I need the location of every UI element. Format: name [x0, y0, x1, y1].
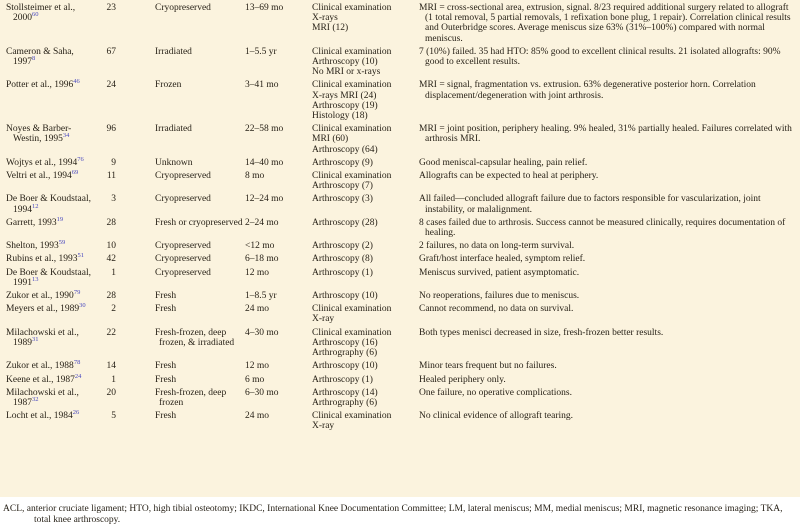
- evaluation-method: Arthroscopy (8): [312, 254, 373, 265]
- table-row: [0, 375, 800, 388]
- patient-count-cell: 10: [106, 241, 116, 252]
- patient-count-cell: 67: [106, 46, 116, 57]
- evaluation-methods-cell: [312, 194, 418, 217]
- results-cell: No clinical evidence of allograft tearing.: [419, 411, 574, 422]
- evaluation-method: Arthrography (6): [312, 348, 378, 359]
- evaluation-methods-cell: [312, 3, 418, 47]
- study-citation: Milachowski et al., 1987: [6, 387, 79, 408]
- evaluation-method: Histology (18): [312, 111, 368, 122]
- patient-count-cell: 9: [111, 157, 116, 168]
- follow-up-cell: 12 mo: [245, 267, 270, 278]
- evaluation-method: MRI (12): [312, 23, 349, 34]
- abbreviations-footnote: ACL, anterior cruciate ligament; HTO, high tibial osteotomy; IKDC, International Knee Documentation Committee; LM, lateral meniscus; MM, medial meniscus; MRI, magnetic resonance imaging; TKA, total knee arthroscopy.: [0, 504, 800, 526]
- reference-superscript: 46: [73, 78, 80, 86]
- patient-count-cell: 1: [111, 267, 116, 278]
- evaluation-methods-cell: [312, 388, 418, 411]
- study-citation: Locht et al., 1984: [6, 411, 73, 422]
- graft-type-cell: Cryopreserved: [155, 254, 211, 265]
- graft-type-cell: Frozen: [155, 80, 182, 91]
- table-row: [0, 47, 800, 81]
- patient-count-cell: 28: [106, 291, 116, 302]
- evaluation-methods-cell: [312, 328, 418, 362]
- follow-up-cell: 4–30 mo: [245, 327, 279, 338]
- evaluation-method: Arthroscopy (28): [312, 217, 378, 228]
- results-cell: Healed periphery only.: [419, 374, 506, 385]
- follow-up-cell: 14–40 mo: [245, 157, 284, 168]
- evaluation-method: No MRI or x-rays: [312, 67, 381, 78]
- evaluation-method: X-ray: [312, 314, 335, 325]
- follow-up-cell: 1–8.5 yr: [245, 291, 277, 302]
- results-cell: 8 cases failed due to arthrosis. Success cannot be measured clinically, requires documentation of healing.: [419, 217, 786, 239]
- study-citation: Keene et al., 1987: [6, 374, 75, 385]
- reference-superscript: 30: [79, 302, 86, 310]
- study-cell: [0, 328, 92, 362]
- reference-superscript: 60: [32, 11, 39, 19]
- results-cell: Graft/host interface healed, symptom relief.: [419, 254, 586, 265]
- patient-count-cell: 14: [106, 361, 116, 372]
- study-cell: [0, 254, 92, 267]
- study-cell: [0, 268, 92, 291]
- reference-superscript: 76: [77, 155, 84, 163]
- evaluation-methods-cell: [312, 411, 418, 434]
- table-row: [0, 124, 800, 158]
- study-cell: [0, 3, 92, 47]
- follow-up-cell: 6 mo: [245, 374, 265, 385]
- study-citation: Potter et al., 1996: [6, 80, 74, 91]
- reference-superscript: 51: [77, 252, 85, 260]
- study-citation: Meyers et al., 1989: [6, 304, 80, 315]
- graft-type-cell: Cryopreserved: [155, 171, 211, 182]
- study-citation: Stollsteimer et al., 2000: [6, 3, 76, 24]
- evaluation-methods-cell: [312, 47, 418, 81]
- evaluation-methods-cell: [312, 291, 418, 304]
- study-cell: [0, 80, 92, 124]
- evaluation-methods-cell: [312, 254, 418, 267]
- follow-up-cell: 8 mo: [245, 171, 265, 182]
- graft-type-cell: Cryopreserved: [155, 194, 211, 205]
- table-row: [0, 411, 800, 434]
- study-citation: Cameron & Saha, 1997: [6, 46, 74, 68]
- evaluation-method: Arthroscopy (14): [312, 387, 378, 398]
- follow-up-cell: 24 mo: [245, 304, 270, 315]
- graft-type-cell: Fresh: [155, 411, 177, 422]
- table-row: [0, 291, 800, 304]
- evaluation-methods-cell: [312, 158, 418, 171]
- reference-superscript: 8: [32, 54, 36, 62]
- evaluation-method: X-rays: [312, 13, 338, 24]
- follow-up-cell: <12 mo: [245, 241, 275, 252]
- study-cell: [0, 194, 92, 217]
- evaluation-method: Arthroscopy (1): [312, 374, 373, 385]
- graft-type-cell: Irradiated: [155, 124, 192, 135]
- evaluation-method: Clinical examination: [312, 327, 392, 338]
- patient-count-cell: 28: [106, 217, 116, 228]
- evaluation-method: MRI (60): [312, 134, 349, 145]
- evaluation-methods-cell: [312, 171, 418, 194]
- study-citation: Noyes & Barber-Westin, 1995: [6, 124, 72, 145]
- reference-superscript: 78: [73, 359, 81, 367]
- evaluation-method: Arthroscopy (16): [312, 337, 378, 348]
- results-cell: No reoperations, failures due to meniscus.: [419, 291, 580, 302]
- reference-superscript: 26: [72, 408, 80, 416]
- evaluation-method: X-rays MRI (24): [312, 90, 377, 101]
- patient-count-cell: 24: [106, 80, 116, 91]
- study-cell: [0, 388, 92, 411]
- study-citation: Rubins et al., 1993: [6, 254, 78, 265]
- study-citation: Zukor et al., 1990: [6, 291, 74, 302]
- reference-superscript: 12: [32, 202, 39, 210]
- study-citation: Garrett, 1993: [6, 217, 57, 228]
- follow-up-cell: 22–58 mo: [245, 124, 284, 135]
- study-citation: De Boer & Koudstaal, 1991: [6, 267, 91, 288]
- evaluation-method: Arthroscopy (64): [312, 144, 378, 155]
- study-cell: [0, 168, 92, 194]
- evaluation-method: Arthroscopy (2): [312, 241, 373, 252]
- reference-superscript: 79: [73, 288, 81, 296]
- evaluation-methods-cell: [312, 268, 418, 291]
- reference-superscript: 32: [32, 395, 39, 403]
- follow-up-cell: 12–24 mo: [245, 194, 284, 205]
- evaluation-method: Clinical examination: [312, 3, 392, 13]
- graft-type-cell: Fresh: [155, 361, 177, 372]
- evaluation-method: Arthroscopy (1): [312, 267, 373, 278]
- evaluation-method: Arthrography (6): [312, 397, 378, 408]
- evaluation-method: Clinical examination: [312, 171, 392, 182]
- results-cell: 7 (10%) failed. 35 had HTO: 85% good to excellent clinical results. 21 isolated allografts: 90% good to excellent results.: [419, 46, 781, 68]
- evaluation-method: Arthroscopy (7): [312, 181, 373, 192]
- results-cell: All failed—concluded allograft failure due to factors responsible for vascularization, joint instability, or malalignment.: [419, 194, 761, 215]
- evaluation-methods-cell: [312, 241, 418, 254]
- evaluation-methods-cell: [312, 361, 418, 374]
- reference-superscript: 19: [56, 215, 64, 223]
- patient-count-cell: 5: [111, 411, 116, 422]
- study-citation: Wojtys et al., 1994: [6, 157, 78, 168]
- graft-type-cell: Fresh or cryopreserved: [155, 217, 243, 228]
- graft-type-cell: Fresh: [155, 291, 177, 302]
- results-cell: MRI = signal, fragmentation vs. extrusion. 63% degenerative posterior horn. Correlation displacement/degeneration with joint arthrosis.: [419, 80, 756, 101]
- evaluation-methods-cell: [312, 375, 418, 388]
- allograft-studies-table: [0, 3, 800, 435]
- evaluation-methods-cell: [312, 80, 418, 124]
- follow-up-cell: 24 mo: [245, 411, 270, 422]
- results-cell: Cannot recommend, no data on survival.: [419, 304, 574, 315]
- table-row: [0, 171, 800, 194]
- evaluation-method: Clinical examination: [312, 80, 392, 91]
- reference-superscript: 59: [58, 239, 66, 247]
- patient-count-cell: 20: [106, 387, 116, 398]
- table-row: [0, 3, 800, 47]
- results-cell: Meniscus survived, patient asymptomatic.: [419, 267, 580, 278]
- graft-type-cell: Fresh-frozen, deep frozen: [155, 387, 227, 408]
- evaluation-methods-cell: [312, 124, 418, 158]
- results-cell: 2 failures, no data on long-term survival.: [419, 241, 575, 252]
- reference-superscript: 13: [32, 275, 39, 283]
- table-row: [0, 80, 800, 124]
- study-citation: De Boer & Koudstaal, 1994: [6, 194, 91, 215]
- reference-superscript: 24: [74, 372, 82, 380]
- graft-type-cell: Cryopreserved: [155, 241, 211, 252]
- evaluation-method: X-ray: [312, 421, 335, 432]
- results-cell: MRI = joint position, periphery healing. 9% healed, 31% partially healed. Failures correlated with arthrosis MRI.: [419, 124, 792, 145]
- evaluation-method: Clinical examination: [312, 46, 392, 57]
- follow-up-cell: 6–30 mo: [245, 387, 279, 398]
- results-cell: One failure, no operative complications.: [419, 387, 573, 398]
- graft-type-cell: Fresh-frozen, deep frozen, & irradiated: [155, 327, 235, 348]
- table-row: [0, 328, 800, 362]
- patient-count-cell: 23: [106, 3, 116, 13]
- evaluation-method: Arthroscopy (10): [312, 57, 378, 68]
- table-body: [0, 3, 800, 435]
- follow-up-cell: 12 mo: [245, 361, 270, 372]
- follow-up-cell: 3–41 mo: [245, 80, 279, 91]
- study-citation: Milachowski et al., 1989: [6, 327, 79, 348]
- patient-count-cell: 96: [106, 124, 116, 135]
- table-row: [0, 361, 800, 374]
- reference-superscript: 31: [32, 335, 39, 343]
- study-cell: [0, 47, 92, 81]
- results-cell: Good meniscal-capsular healing, pain relief.: [419, 157, 588, 168]
- evaluation-method: Arthroscopy (10): [312, 291, 378, 302]
- study-cell: [0, 304, 92, 327]
- reference-superscript: 34: [62, 132, 70, 140]
- evaluation-method: Arthroscopy (19): [312, 100, 378, 111]
- study-cell: [0, 124, 92, 158]
- follow-up-cell: 2–24 mo: [245, 217, 279, 228]
- table-row: [0, 194, 800, 217]
- evaluation-method: Arthroscopy (3): [312, 194, 373, 205]
- patient-count-cell: 22: [106, 327, 116, 338]
- evaluation-method: Clinical examination: [312, 124, 392, 135]
- graft-type-cell: Unknown: [155, 157, 193, 168]
- patient-count-cell: 2: [111, 304, 116, 315]
- evaluation-method: Clinical examination: [312, 304, 392, 315]
- follow-up-cell: 1–5.5 yr: [245, 46, 277, 57]
- evaluation-method: Clinical examination: [312, 411, 392, 422]
- results-cell: Allografts can be expected to heal at periphery.: [419, 171, 599, 182]
- results-cell: Minor tears frequent but no failures.: [419, 361, 557, 372]
- graft-type-cell: Irradiated: [155, 46, 192, 57]
- study-cell: [0, 215, 92, 241]
- evaluation-methods-cell: [312, 218, 418, 241]
- graft-type-cell: Cryopreserved: [155, 3, 211, 13]
- graft-type-cell: Cryopreserved: [155, 267, 211, 278]
- table-row: [0, 388, 800, 411]
- results-cell: Both types menisci decreased in size, fresh-frozen better results.: [419, 327, 664, 338]
- follow-up-cell: 6–18 mo: [245, 254, 279, 265]
- evaluation-methods-cell: [312, 304, 418, 327]
- graft-type-cell: Fresh: [155, 304, 177, 315]
- study-cell: [0, 408, 92, 434]
- graft-type-cell: Fresh: [155, 374, 177, 385]
- patient-count-cell: 3: [111, 194, 116, 205]
- study-citation: Veltri et al., 1994: [6, 171, 72, 182]
- evaluation-method: Arthroscopy (10): [312, 361, 378, 372]
- study-citation: Shelton, 1993: [6, 241, 59, 252]
- table-row: [0, 268, 800, 291]
- table-row: [0, 254, 800, 267]
- table-row: [0, 304, 800, 327]
- results-cell: MRI = cross-sectional area, extrusion, signal. 8/23 required additional surgery related to allograft (1 total removal, 5 partial removals, 1 refixation bone plug, 1 repair). Correlation clinical results and Outerbridge scores. Average meniscus size 63% (31%–100%) compared with normal meniscus.: [419, 3, 791, 44]
- table-row: [0, 158, 800, 171]
- patient-count-cell: 11: [106, 171, 116, 182]
- reference-superscript: 69: [71, 168, 79, 176]
- table-row: [0, 218, 800, 241]
- study-citation: Zukor et al., 1988: [6, 361, 74, 372]
- study-cell: [0, 372, 92, 388]
- patient-count-cell: 42: [106, 254, 116, 265]
- follow-up-cell: 13–69 mo: [245, 3, 284, 13]
- patient-count-cell: 1: [111, 374, 116, 385]
- table-row: [0, 241, 800, 254]
- evaluation-method: Arthroscopy (9): [312, 157, 373, 168]
